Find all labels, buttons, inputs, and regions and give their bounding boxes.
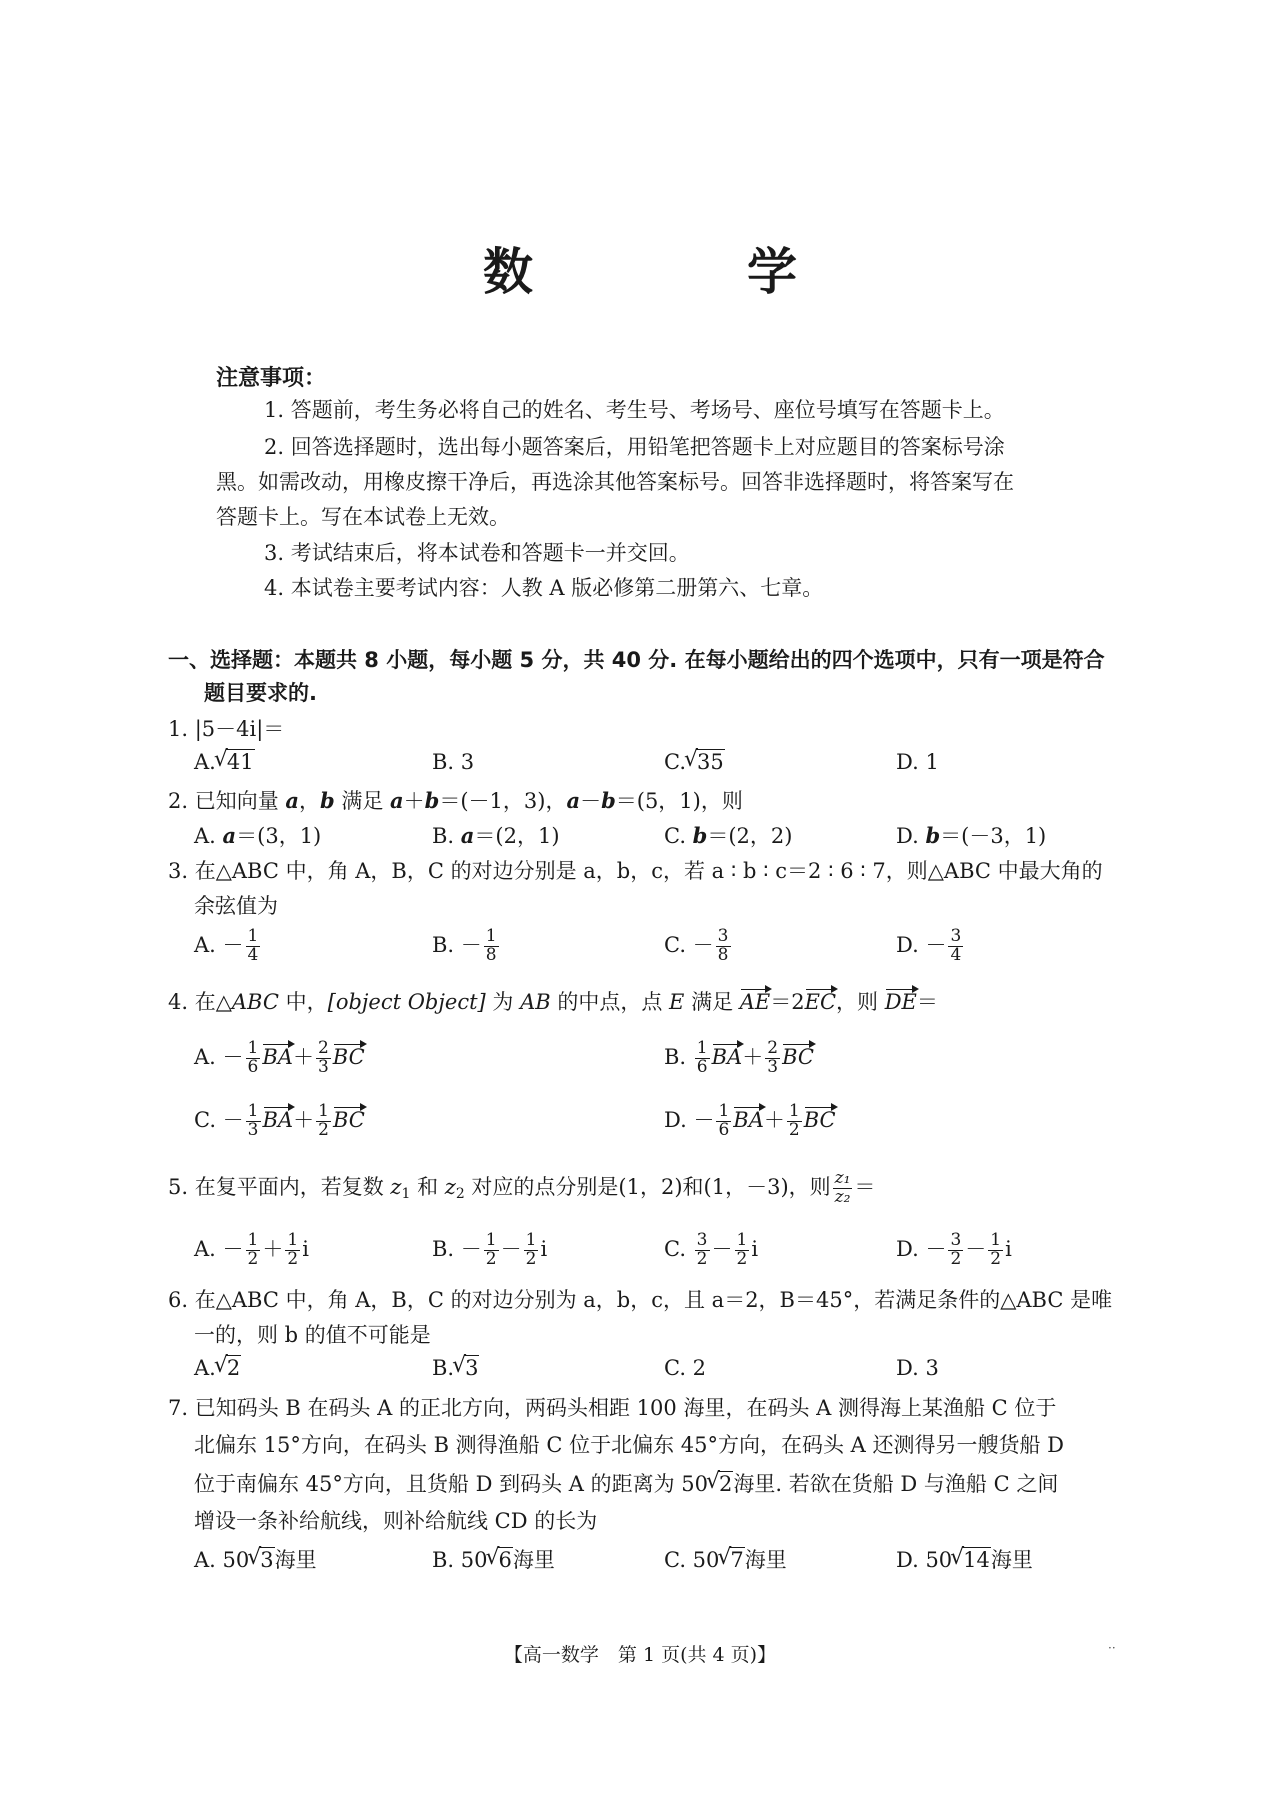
option-label: A. — [194, 750, 216, 774]
fraction: $\frac{1}{3}$ — [247, 1101, 259, 1140]
q4-option-d: D. － $\frac{1}{6}$ BA＋ $\frac{1}{2}$ BC — [664, 1101, 836, 1140]
notice-line-4: 答题卡上。写在本试卷上无效。 — [216, 505, 510, 529]
page-footer: 【高一数学 第 1 页(共 4 页)】 — [503, 1644, 777, 1666]
q5-option-b: B. － $\frac{1}{2}$ － $\frac{1}{2}$ i — [432, 1230, 548, 1269]
q7-option-c: C. 50√ 7海里 — [664, 1544, 787, 1574]
q5-option-c: C. $\frac{3}{2}$ － $\frac{1}{2}$ i — [664, 1230, 759, 1269]
vector: DE — [884, 990, 917, 1014]
q4-option-c: C. － $\frac{1}{3}$ BA＋ $\frac{1}{2}$ BC — [194, 1101, 365, 1140]
q1-option-b: B. 3 — [432, 750, 475, 774]
sqrt: √ 2 — [216, 1356, 241, 1380]
q3-option-c: C. － $\frac{3}{8}$ — [664, 926, 729, 965]
q3-option-d: D. － $\frac{3}{4}$ — [896, 926, 962, 965]
question-2-stem: 2. 已知向量 a，b 满足 a＋b＝(－1，3)，a－b＝(5，1)，则 — [168, 788, 743, 813]
sqrt: √ 7 — [719, 1548, 744, 1572]
vector: BA — [733, 1107, 764, 1132]
sqrt: √ 41 — [216, 750, 255, 774]
fraction: $\frac{1}{6}$ — [696, 1038, 708, 1077]
section-heading: 一、选择题：本题共 8 小题，每小题 5 分，共 40 分. 在每小题给出的四个选项中，只有一项是符合 — [168, 648, 1105, 672]
notice-line-1: 1. 答题前，考生务必将自己的姓名、考生号、考场号、座位号填写在答题卡上。 — [264, 398, 1005, 422]
fraction: $\frac{1}{2}$ — [736, 1230, 748, 1269]
notice-line-6: 4. 本试卷主要考试内容：人教 A 版必修第二册第六、七章。 — [264, 576, 824, 600]
vector: EC — [804, 990, 837, 1014]
notice-heading: 注意事项： — [216, 366, 327, 391]
fraction: $\frac{1}{2}$ — [525, 1230, 537, 1269]
q2-option-b: B. a＝(2，1) — [432, 823, 560, 848]
fraction: $\frac{1}{2}$ — [485, 1230, 497, 1269]
fraction: $\frac{1}{6}$ — [247, 1038, 259, 1077]
question-4-stem: 4. 在△ABC 中，[object Object] 为 AB 的中点，点 E 满足 AE＝2EC，则 DE＝ — [168, 990, 938, 1014]
q2-option-d: D. b＝(－3，1) — [896, 823, 1047, 848]
sqrt: √ 3 — [249, 1548, 274, 1572]
fraction: $\frac{1}{4}$ — [247, 926, 259, 965]
vector: BC — [782, 1044, 814, 1069]
q6-option-d: D. 3 — [896, 1356, 939, 1380]
notice-line-3: 黑。如需改动，用橡皮擦干净后，再选涂其他答案标号。回答非选择题时，将答案写在 — [216, 470, 1014, 494]
fraction: $\frac{\text{z₁}}{\text{z₂}}$ — [834, 1168, 851, 1207]
fraction: $\frac{3}{2}$ — [950, 1230, 962, 1269]
q7-option-b: B. 50√ 6海里 — [432, 1544, 555, 1574]
fraction: $\frac{3}{8}$ — [717, 926, 729, 965]
question-7-stem-2: 北偏东 15°方向，在码头 B 测得渔船 C 位于北偏东 45°方向，在码头 A 还测得另一艘货船 D — [194, 1433, 1065, 1457]
q1-option-d: D. 1 — [896, 750, 939, 774]
fraction: $\frac{3}{2}$ — [696, 1230, 708, 1269]
question-3-stem: 3. 在△ABC 中，角 A，B，C 的对边分别是 a，b，c，若 a ∶ b ∶ c＝2 ∶ 6 ∶ 7，则△ABC 中最大角的 — [168, 859, 1103, 883]
q4-option-a: A. － $\frac{1}{6}$ BA＋ $\frac{2}{3}$ BC — [194, 1038, 365, 1077]
fraction: $\frac{1}{2}$ — [788, 1101, 800, 1140]
sqrt: √ 2 — [708, 1472, 733, 1496]
vector: BA — [711, 1044, 743, 1069]
q6-option-a: A.√ 2 — [194, 1356, 241, 1380]
q6-option-c: C. 2 — [664, 1356, 707, 1380]
q3-option-a: A. － $\frac{1}{4}$ — [194, 926, 259, 965]
vector: BA — [262, 1044, 293, 1069]
question-3-stem-cont: 余弦值为 — [194, 894, 278, 918]
q2-option-a: A. a＝(3，1) — [194, 823, 322, 848]
notice-line-2: 2. 回答选择题时，选出每小题答案后，用铅笔把答题卡上对应题目的答案标号涂 — [264, 435, 1005, 459]
vector: BA — [262, 1107, 294, 1132]
sqrt: √ 6 — [488, 1548, 513, 1572]
question-6-stem: 6. 在△ABC 中，角 A，B，C 的对边分别为 a，b，c，且 a＝2，B＝45°，若满足条件的△ABC 是唯 — [168, 1288, 1113, 1312]
question-1-stem: 1. |5－4i|＝ — [168, 717, 285, 741]
q1-option-c — [664, 750, 725, 774]
option-label: C. — [664, 750, 686, 774]
vector: BC — [332, 1044, 365, 1069]
sqrt: √ 3 — [454, 1356, 479, 1380]
sqrt: √ 14 — [952, 1548, 991, 1572]
question-7-stem: 7. 已知码头 B 在码头 A 的正北方向，两码头相距 100 海里，在码头 A 测得海上某渔船 C 位于 — [168, 1396, 1057, 1420]
q7-option-a: A. 50√ 3海里 — [194, 1544, 317, 1574]
fraction: $\frac{2}{3}$ — [767, 1038, 779, 1077]
section-heading-cont: 题目要求的. — [204, 681, 317, 705]
q2-option-c: C. b＝(2，2) — [664, 823, 793, 848]
fraction: $\frac{2}{3}$ — [317, 1038, 329, 1077]
question-6-stem-cont: 一的，则 b 的值不可能是 — [194, 1323, 431, 1347]
q4-option-b: B. $\frac{1}{6}$ BA＋ $\frac{2}{3}$ BC — [664, 1038, 814, 1077]
q1-option-a — [194, 750, 255, 774]
corner-mark: ·· — [1108, 1641, 1116, 1655]
q6-option-b: B.√ 3 — [432, 1356, 479, 1380]
vector: AE — [739, 990, 771, 1014]
fraction: $\frac{1}{2}$ — [287, 1230, 299, 1269]
q3-option-b: B. － $\frac{1}{8}$ — [432, 926, 497, 965]
q7-option-d: D. 50√ 14海里 — [896, 1544, 1033, 1574]
question-7-stem-4: 增设一条补给航线，则补给航线 CD 的长为 — [194, 1509, 598, 1533]
fraction: $\frac{1}{8}$ — [485, 926, 497, 965]
vector: BC — [332, 1107, 365, 1132]
fraction: $\frac{1}{2}$ — [247, 1230, 259, 1269]
q5-option-d: D. － $\frac{3}{2}$ － $\frac{1}{2}$ i — [896, 1230, 1012, 1269]
fraction: $\frac{1}{2}$ — [990, 1230, 1002, 1269]
notice-line-5: 3. 考试结束后，将本试卷和答题卡一并交回。 — [264, 541, 690, 565]
fraction: $\frac{3}{4}$ — [950, 926, 962, 965]
q5-option-a: A. － $\frac{1}{2}$ ＋ $\frac{1}{2}$ i — [194, 1230, 309, 1269]
vector: BC — [803, 1107, 836, 1132]
page-title: 数 学 — [483, 243, 879, 301]
fraction: $\frac{1}{6}$ — [718, 1101, 730, 1140]
question-7-stem-3: 位于南偏东 45°方向，且货船 D 到码头 A 的距离为 50√ 2海里. 若欲在货船 D 与渔船 C 之间 — [194, 1468, 1058, 1498]
fraction: $\frac{1}{2}$ — [318, 1101, 329, 1140]
sqrt: √ 35 — [686, 750, 725, 774]
question-5-stem: 5. 在复平面内，若复数 $z_1$ 和 $z_2$ 对应的点分别是(1，2)和(1，－3)，则 $\frac{\text{z₁}}{\text{z₂}}$ ＝ — [168, 1168, 876, 1207]
